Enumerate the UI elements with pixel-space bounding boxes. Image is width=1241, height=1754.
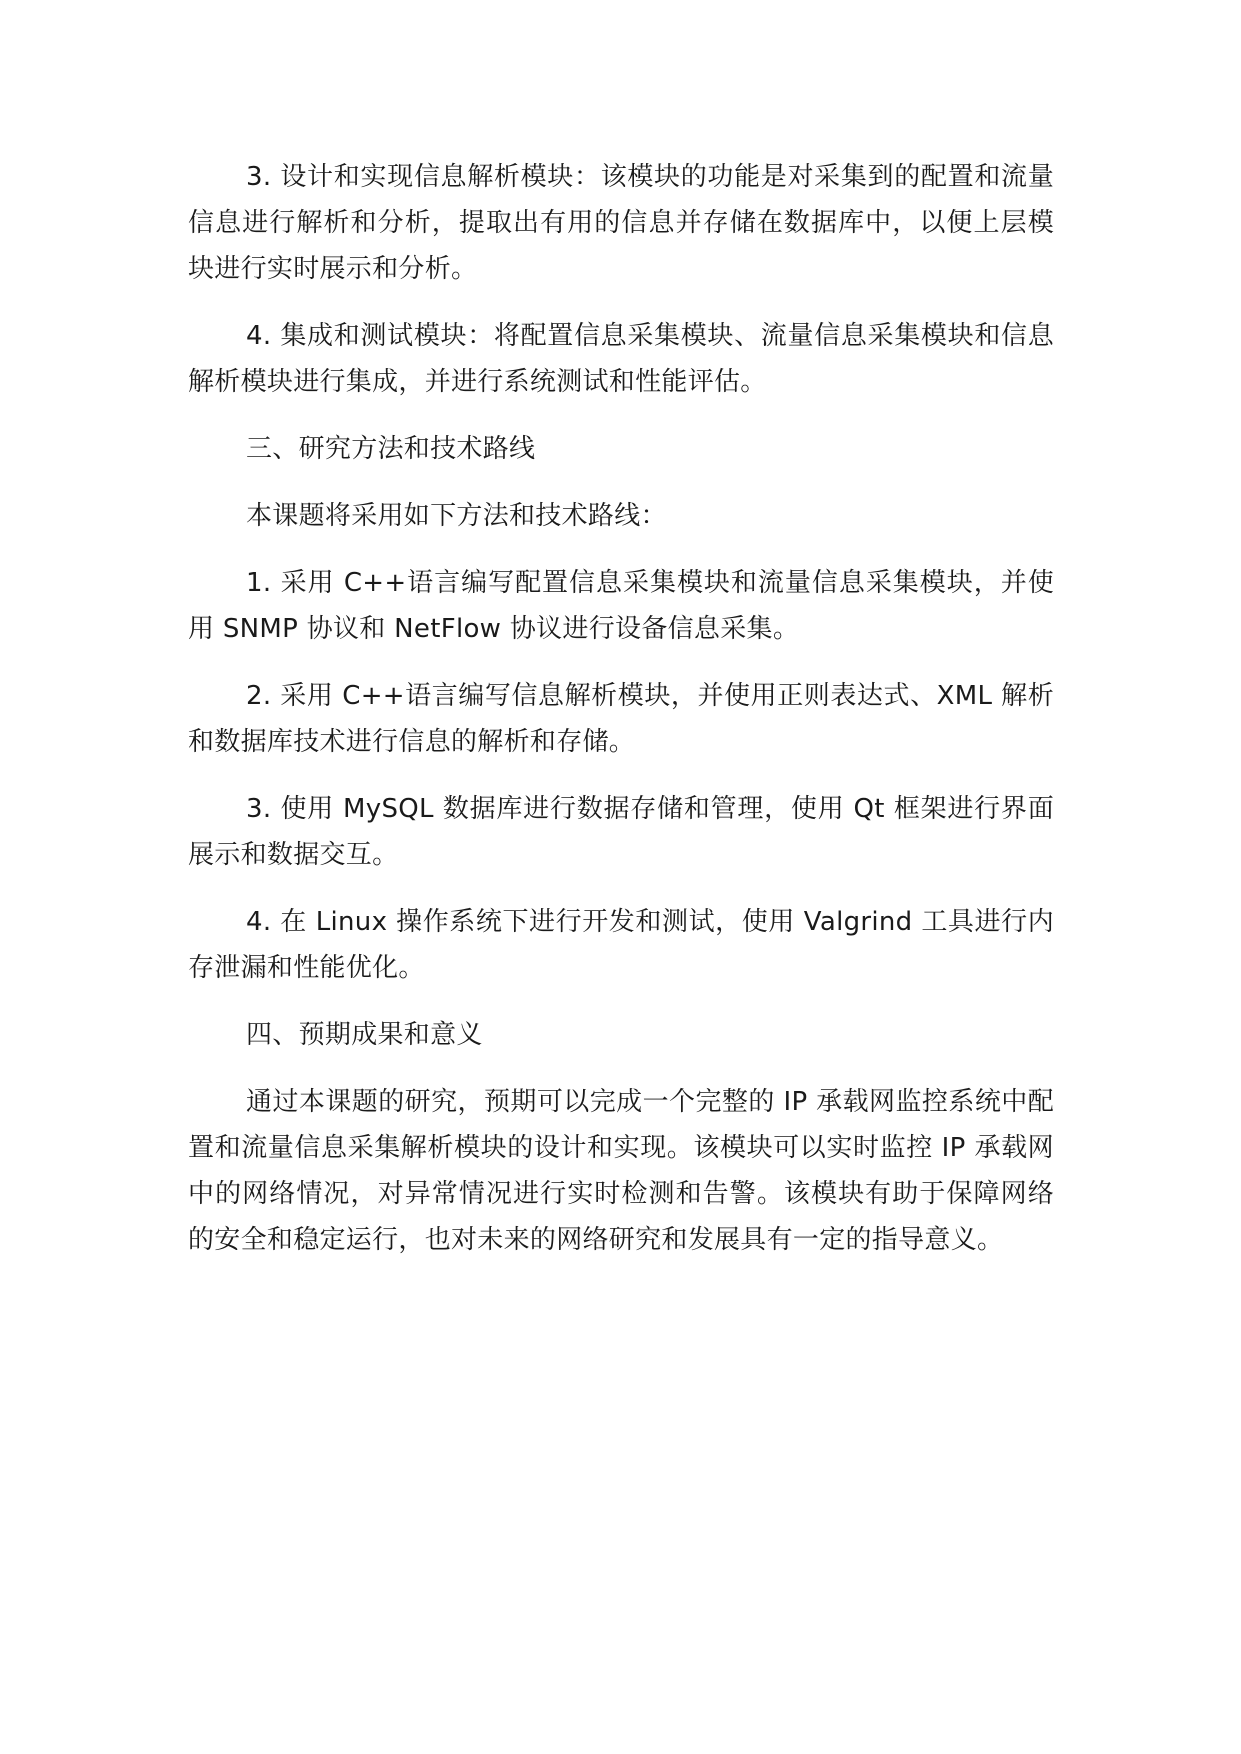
paragraph-method-4: 4. 在 Linux 操作系统下进行开发和测试，使用 Valgrind 工具进行内存泄漏和性能优化。: [188, 907, 1054, 983]
paragraph-method-1: 1. 采用 C++语言编写配置信息采集模块和流量信息采集模块，并使用 SNMP 协议和 NetFlow 协议进行设备信息采集。: [188, 568, 1054, 644]
section-heading-methods: 三、研究方法和技术路线: [246, 434, 536, 464]
paragraph-methods-intro: 本课题将采用如下方法和技术路线：: [246, 501, 667, 531]
paragraph-outcomes: 通过本课题的研究，预期可以完成一个完整的 IP 承载网监控系统中配置和流量信息采集解析模块的设计和实现。该模块可以实时监控 IP 承载网中的网络情况，对异常情况进行实时检测和告警。该模块有助于保障网络的安全和稳定运行，也对未来的网络研究和发展具有一定的指导意义。: [188, 1087, 1054, 1255]
paragraph-method-2: 2. 采用 C++语言编写信息解析模块，并使用正则表达式、XML 解析和数据库技术进行信息的解析和存储。: [188, 681, 1054, 757]
paragraph-module-integration: 4. 集成和测试模块：将配置信息采集模块、流量信息采集模块和信息解析模块进行集成，并进行系统测试和性能评估。: [188, 321, 1054, 397]
section-heading-outcomes: 四、预期成果和意义: [246, 1020, 483, 1050]
paragraph-method-3: 3. 使用 MySQL 数据库进行数据存储和管理，使用 Qt 框架进行界面展示和数据交互。: [188, 794, 1054, 870]
paragraph-module-parsing: 3. 设计和实现信息解析模块：该模块的功能是对采集到的配置和流量信息进行解析和分析，提取出有用的信息并存储在数据库中，以便上层模块进行实时展示和分析。: [188, 162, 1054, 284]
document-body: [188, 154, 1054, 1284]
